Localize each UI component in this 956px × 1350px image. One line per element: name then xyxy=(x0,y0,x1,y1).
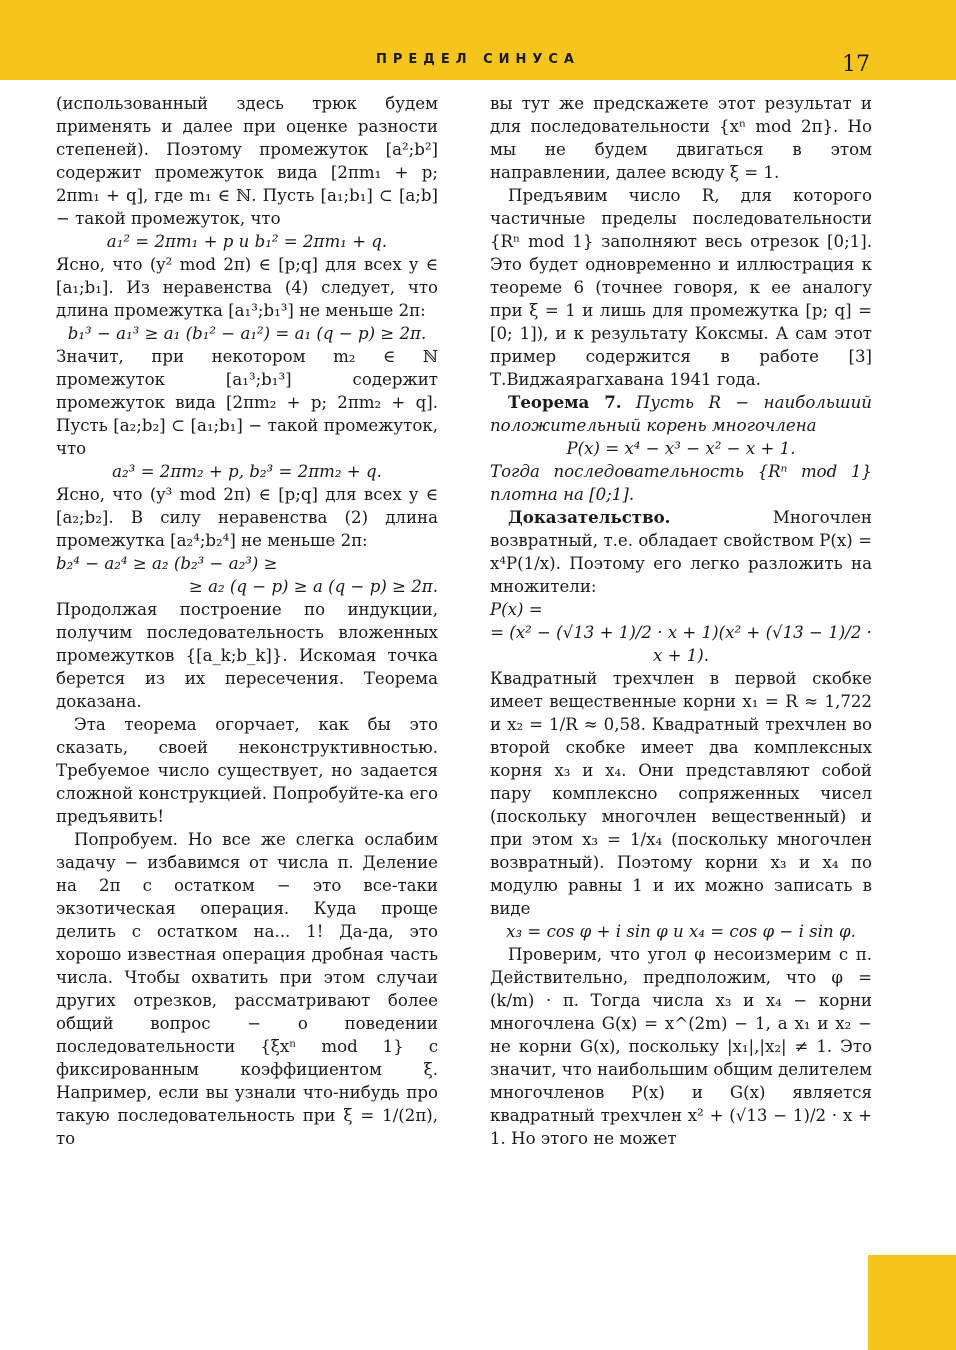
paragraph: Попробуем. Но все же слегка ослабим задачу − избавимся от числа π. Деление на 2π с остатком − это все-таки экзотическая операция. Куда проще делить с остатком на... 1! Да-да, это хорошо известная операция дробная часть числа. Чтобы охватить при этом случаи других отрезков, рассматривают более общий вопрос − о поведении последовательности {ξxⁿ mod 1} с фиксированным коэффициентом ξ. Например, если вы узнали что-нибудь про такую последовательность при ξ = 1/(2π), то xyxy=(56,830,438,1148)
paragraph: Проверим, что угол φ несоизмерим с π. Действительно, предположим, что φ = (k/m) · π. Тогда числа x₃ и x₄ − корни многочлена G(x) = x^(2m) − 1, а x₁ и x₂ − не корни G(x), поскольку |x₁|,|x₂| ≠ 1. Это значит, что наибольшим общим делителем многочленов P(x) и G(x) является квадратный трехчлен x² + (√13 − 1)/2 · x + 1. Но этого не может xyxy=(490,945,872,1148)
formula: = (x² − (√13 + 1)/2 · x + 1)(x² + (√13 − 1)/2 · x + 1). xyxy=(490,623,872,665)
paragraph: Квадратный трехчлен в первой скобке имеет вещественные корни x₁ = R ≈ 1,722 и x₂ = 1/R ≈ 0,58. Квадратный трехчлен во второй скобке имеет два комплексных корня x₃ и x₄. Они представляют собой пару комплексно сопряженных чисел (поскольку многочлен вещественный) и при этом x₃ = 1/x₄ (поскольку многочлен возвратный). Поэтому корни x₃ и x₄ по модулю равны 1 и их можно записать в виде xyxy=(490,669,872,918)
formula: P(x) = xyxy=(490,600,543,619)
paragraph-text: Пусть R − наибольший положительный корень многочлена xyxy=(490,393,872,435)
formula: b₁³ − a₁³ ≥ a₁ (b₁² − a₁²) = a₁ (q − p) ≥ 2π. xyxy=(67,324,427,343)
theorem-label: Теорема 7. xyxy=(508,392,622,412)
paragraph: Продолжая построение по индукции, получим последовательность вложенных промежутков {[a_k;b_k]}. Искомая точка берется из их пересечения. Теорема доказана. xyxy=(56,600,438,711)
proof-label: Доказательство. xyxy=(508,507,671,527)
paragraph-text: Многочлен возвратный, т.е. обладает свойством P(x) = x⁴P(1/x). Поэтому его легко разложить на множители: xyxy=(490,508,872,596)
paragraph: (использованный здесь трюк будем применять и далее при оценке разности степеней). Поэтому промежуток [a²;b²] содержит промежуток вида [2πm₁ + p; 2πm₁ + q], где m₁ ∈ ℕ. Пусть [a₁;b₁] ⊂ [a;b] − такой промежуток, что xyxy=(56,94,438,228)
formula: ≥ a₂ (q − p) ≥ a (q − p) ≥ 2π. xyxy=(188,577,438,596)
page-number: 17 xyxy=(842,52,870,77)
paragraph: Эта теорема огорчает, как бы это сказать, своей неконструктивностью. Требуемое число существует, но задается сложной конструкцией. Попробуйте-ка его предъявить! xyxy=(56,715,438,826)
formula: a₁² = 2πm₁ + p и b₁² = 2πm₁ + q. xyxy=(106,232,388,251)
theorem-conclusion: Тогда последовательность {Rⁿ mod 1} плотна на [0;1]. xyxy=(490,462,872,504)
left-column xyxy=(56,92,438,1150)
paragraph: Ясно, что (y² mod 2π) ∈ [p;q] для всех y ∈ [a₁;b₁]. Из неравенства (4) следует, что длина промежутка [a₁³;b₁³] не меньше 2π: xyxy=(56,255,438,320)
paragraph: Ясно, что (y³ mod 2π) ∈ [p;q] для всех y ∈ [a₂;b₂]. В силу неравенства (2) длина промежутка [a₂⁴;b₂⁴] не меньше 2π: xyxy=(56,485,438,550)
theorem-statement xyxy=(490,391,872,437)
paragraph: Значит, при некотором m₂ ∈ ℕ промежуток [a₁³;b₁³] содержит промежуток вида [2πm₂ + p; 2πm₂ + q]. Пусть [a₂;b₂] ⊂ [a₁;b₁] − такой промежуток, что xyxy=(56,347,438,458)
formula: b₂⁴ − a₂⁴ ≥ a₂ (b₂³ − a₂³) ≥ xyxy=(56,554,278,573)
formula: a₂³ = 2πm₂ + p, b₂³ = 2πm₂ + q. xyxy=(112,462,382,481)
formula: x₃ = cos φ + i sin φ и x₄ = cos φ − i sin φ. xyxy=(506,922,856,941)
corner-color-tab xyxy=(868,1255,956,1350)
running-title: ПРЕДЕЛ СИНУСА xyxy=(376,52,580,67)
right-column xyxy=(490,92,872,1150)
paragraph: Предъявим число R, для которого частичные пределы последовательности {Rⁿ mod 1} заполняют весь отрезок [0;1]. Это будет одновременно и иллюстрация к теореме 6 (точнее говоря, к ее аналогу при ξ = 1 и лишь для промежутка [p; q] = [0; 1]), и к результату Коксмы. А сам этот пример содержится в работе [3] Т.Виджаярагхавана 1941 года. xyxy=(490,186,872,389)
paragraph: вы тут же предскажете этот результат и для последовательности {xⁿ mod 2π}. Но мы не будем двигаться в этом направлении, далее всюду ξ = 1. xyxy=(490,94,872,182)
top-color-band xyxy=(0,0,956,80)
formula: P(x) = x⁴ − x³ − x² − x + 1. xyxy=(566,439,796,458)
proof-paragraph xyxy=(490,506,872,598)
